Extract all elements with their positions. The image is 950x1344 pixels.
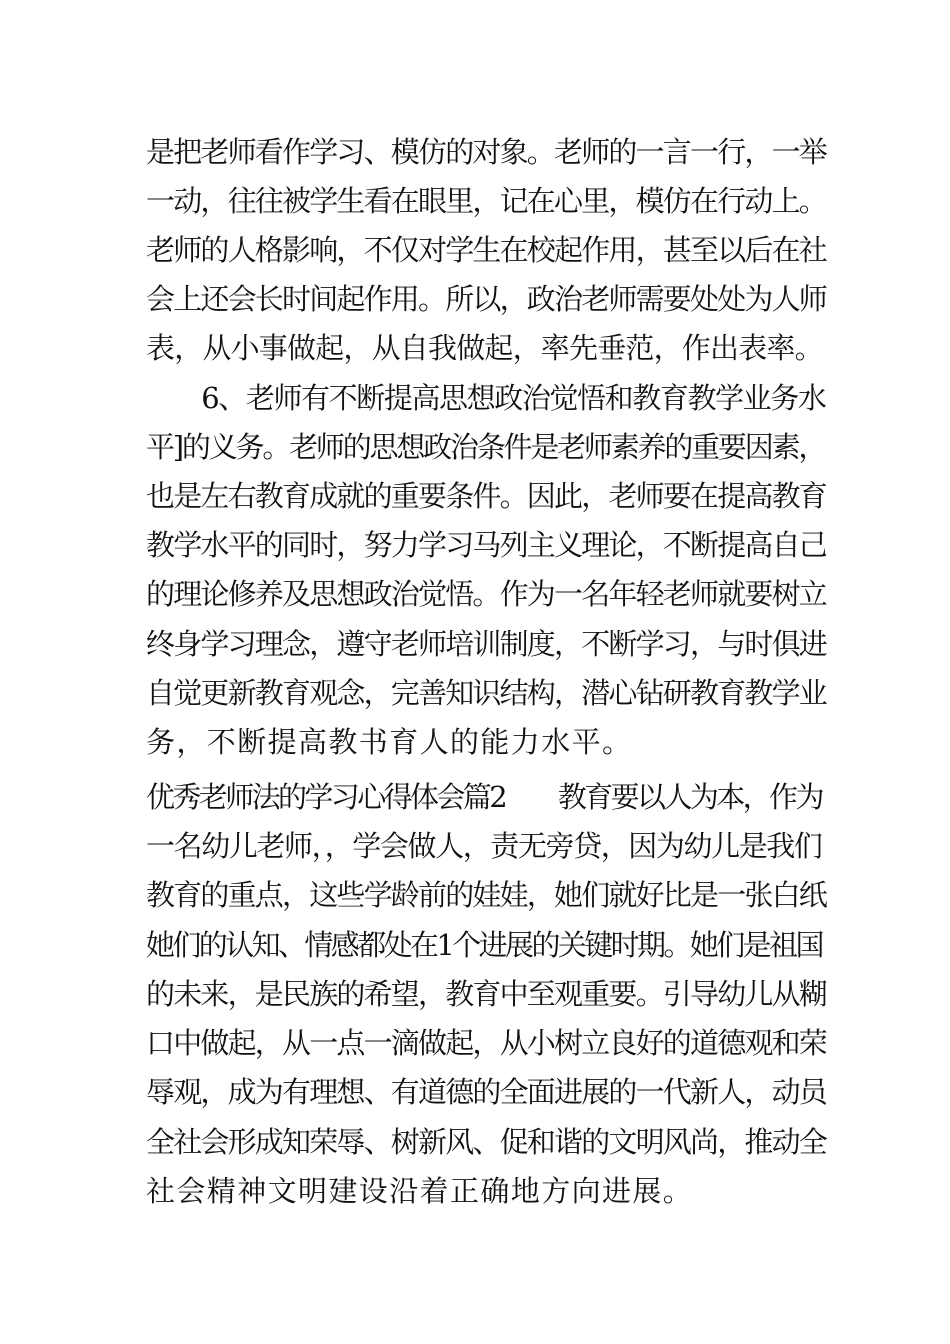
text-line: 一动，往往被学生看在眼里，记在心里，模仿在行动上。 xyxy=(146,184,827,218)
text-line: 老师的人格影响，不仅对学生在校起作用，甚至以后在社 xyxy=(146,233,827,267)
section-heading-line: 优秀老师法的学习心得体会篇2 教育要以人为本，作为 xyxy=(146,780,822,814)
text-line: 教学水平的同时，努力学习马列主义理论，不断提高自己 xyxy=(146,528,827,562)
text-line: 6、老师有不断提高思想政治觉悟和教育教学业务水 xyxy=(146,381,826,415)
text-line: 一名幼儿老师，，学会做人，责无旁贷，因为幼儿是我们 xyxy=(146,829,822,863)
text-line: 也是左右教育成就的重要条件。因此，老师要在提高教育 xyxy=(146,479,827,513)
text-line: 口中做起，从一点一滴做起，从小树立良好的道德观和荣 xyxy=(146,1026,827,1060)
text-line: 表，从小事做起，从自我做起，率先垂范，作出表率。 xyxy=(146,331,823,365)
text-line: 是把老师看作学习、模仿的对象。老师的一言一行，一举 xyxy=(146,135,827,169)
text-line: 自觉更新教育观念，完善知识结构，潜心钻研教育教学业 xyxy=(146,676,827,710)
text-line: 平]的义务。老师的思想政治条件是老师素养的重要因素， xyxy=(146,430,826,464)
text-line: 的理论修养及思想政治觉悟。作为一名年轻老师就要树立 xyxy=(146,577,827,611)
text-line: 会上还会长时间起作用。所以，政治老师需要处处为人师 xyxy=(146,282,827,316)
text-line: 教育的重点，这些学龄前的娃娃，她们就好比是一张白纸 xyxy=(146,878,827,912)
text-line: 务，不断提高教书育人的能力水平。 xyxy=(146,725,633,759)
text-line: 她们的认知、情感都处在1个进展的关键时期。她们是祖国 xyxy=(146,928,822,962)
text-line: 全社会形成知荣辱、树新风、促和谐的文明风尚，推动全 xyxy=(146,1125,827,1159)
text-line: 社会精神文明建设沿着正确地方向进展。 xyxy=(146,1174,694,1208)
text-line: 的未来，是民族的希望，教育中至观重要。引导幼儿从糊 xyxy=(146,977,827,1011)
text-line: 辱观，成为有理想、有道德的全面进展的一代新人，动员 xyxy=(146,1075,827,1109)
text-line: 终身学习理念，遵守老师培训制度，不断学习，与时俱进 xyxy=(146,627,827,661)
